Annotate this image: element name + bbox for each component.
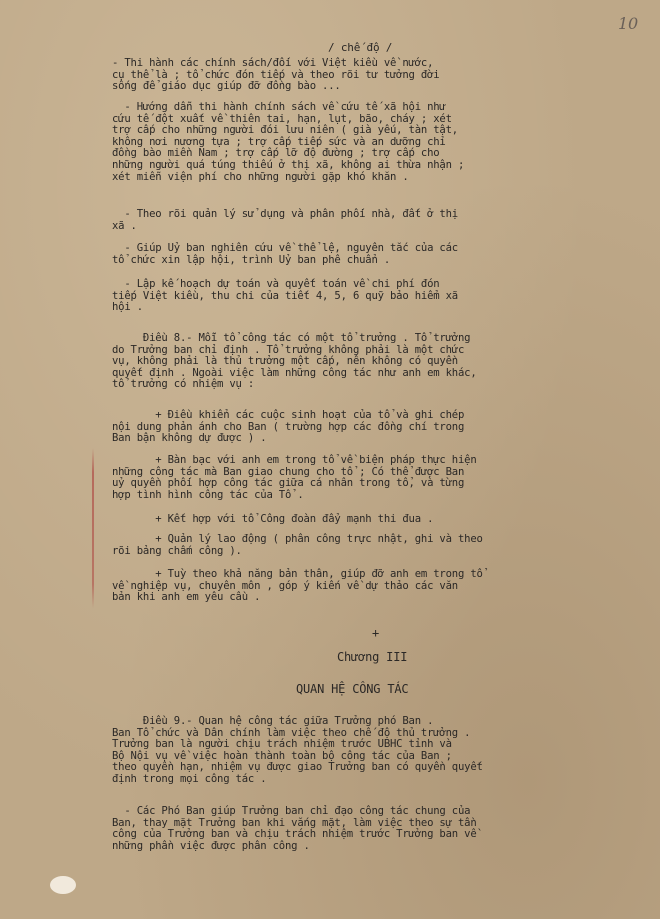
paragraph xyxy=(112,806,612,852)
chapter-title: Chương III xyxy=(337,650,408,664)
text-line: công của Trưởng ban và chịu trách nhiệm trước Trưởng ban về xyxy=(112,828,477,841)
text-line: định trong mọi công tác . xyxy=(112,772,267,785)
paragraph xyxy=(112,279,612,314)
text-line: trợ cấp cho những người đói lưu niên ( già yếu, tàn tật, xyxy=(112,124,458,137)
text-line: những người quá túng thiếu ở thị xã, không ai thừa nhận ; xyxy=(112,158,465,171)
text-line: - Theo rõi quản lý sử dụng và phân phối nhà, đất ở thị xyxy=(112,208,458,220)
text-line: Trưởng ban là người chịu trách nhiệm trước UBHC tỉnh và xyxy=(112,738,452,751)
paragraph xyxy=(112,534,612,557)
text-line: tổ trưởng có nhiệm vụ : xyxy=(112,378,255,391)
paragraph xyxy=(112,102,612,183)
text-line: xét miễn viện phí cho những người gặp khó khăn . xyxy=(112,170,409,183)
red-margin-mark xyxy=(92,448,94,608)
text-line: hội . xyxy=(112,301,143,314)
text-line: về nghiệp vụ, chuyên môn , góp ý kiến về dự thảo các văn xyxy=(112,579,458,592)
section-heading: / chế độ / xyxy=(328,41,393,54)
text-line: bản khi anh em yêu cầu . xyxy=(112,591,261,604)
text-line: - Các Phó Ban giúp Trưởng ban chỉ đạo công tác chung của xyxy=(112,805,471,817)
text-line: + Bàn bạc với anh em trong tổ về biện pháp thực hiện xyxy=(112,454,477,466)
chapter-subtitle: QUAN HỆ CÔNG TÁC xyxy=(296,682,409,696)
text-line: - Giúp Uỷ ban nghiên cứu về thể lệ, nguyên tắc của các xyxy=(112,242,458,254)
text-line: Ban Tổ chức và Dân chính làm việc theo chế độ thủ trưởng . xyxy=(112,726,471,739)
text-line: quyết định . Ngoài việc làm những công tác như anh em khác, xyxy=(112,366,477,379)
text-line: sống để giáo dục giúp đỡ đồng bào ... xyxy=(112,80,341,93)
text-line: + Điều khiển các cuộc sinh hoạt của tổ và ghi chép xyxy=(112,409,465,421)
text-line: Ban bận không dự được ) . xyxy=(112,432,267,445)
text-line: - Lập kế hoạch dự toán và quyết toán về chi phí đón xyxy=(112,278,440,290)
text-line: xã . xyxy=(112,219,137,232)
page-number: 10 xyxy=(618,14,638,33)
text-line: rõi bảng chấm công ). xyxy=(112,544,242,557)
text-line: + Quản lý lao động ( phân công trực nhật, ghi và theo xyxy=(112,533,483,545)
text-line: đồng bào miền Nam ; trợ cấp lỡ độ đường ; trợ cấp cho xyxy=(112,147,440,160)
paragraph xyxy=(112,716,612,786)
paragraph xyxy=(112,455,612,501)
text-line: hợp tình hình công tác của Tổ . xyxy=(112,488,304,501)
text-line: vụ, không phải là thủ trưởng một cấp, nên không có quyền xyxy=(112,355,458,368)
paragraph xyxy=(112,209,612,232)
text-line: + Tuỳ theo khả năng bản thân, giúp đỡ anh em trong tổ xyxy=(112,568,483,580)
paragraph xyxy=(112,243,612,266)
paragraph xyxy=(112,333,612,391)
text-line: cụ thể là ; tổ chức đón tiếp và theo rõi tư tưởng đời xyxy=(112,68,440,81)
text-line: không nơi nương tựa ; trợ cấp tiếp sức và an dưỡng chỉ xyxy=(112,135,446,148)
text-line: Điều 8.- Mỗi tổ công tác có một tổ trưởng . Tổ trưởng xyxy=(112,332,471,344)
text-line: những công tác mà Ban giao chung cho tổ ; Có thể được Ban xyxy=(112,465,465,478)
text-line: do Trưởng ban chỉ định . Tổ trưởng không phải là một chức xyxy=(112,343,465,356)
text-line: - Hướng dẫn thi hành chính sách về cứu tế xã hội như xyxy=(112,101,446,113)
text-line: theo quyền hạn, nhiệm vụ được giao Trưởng ban có quyền quyết xyxy=(112,761,483,774)
text-line: + Kết hợp với tổ Công đoàn đẩy mạnh thi đua . xyxy=(112,513,434,525)
text-line: Điều 9.- Quan hệ công tác giữa Trưởng phó Ban . xyxy=(112,715,434,727)
paper-stain xyxy=(50,876,76,894)
text-line: Bộ Nội vụ về việc hoàn thành toàn bộ công tác của Ban ; xyxy=(112,749,452,762)
paragraph xyxy=(112,58,612,93)
text-line: nội dung phản ánh cho Ban ( trường hợp các đồng chí trong xyxy=(112,420,465,433)
paragraph xyxy=(112,514,612,526)
text-line: cứu tế đột xuất về thiên tai, hạn, lụt, bão, cháy ; xét xyxy=(112,112,452,125)
paragraph xyxy=(112,410,612,445)
text-line: tổ chức xin lập hội, trình Uỷ ban phê chuẩn . xyxy=(112,253,391,266)
text-line: Ban, thay mặt Trưởng ban khi vắng mặt, làm việc theo sự tần xyxy=(112,816,477,829)
paragraph xyxy=(112,569,612,604)
text-line: những phần việc được phân công . xyxy=(112,839,310,852)
text-line: tiếp Việt kiều, thu chi của tiết 4, 5, 6 quỹ bảo hiểm xã xyxy=(112,289,458,302)
separator-mark: + xyxy=(372,626,380,640)
text-line: uỷ quyền phối hợp công tác giữa cá nhân trong tổ, và từng xyxy=(112,477,465,490)
text-line: - Thi hành các chính sách/đối với Việt kiều về nước, xyxy=(112,57,434,69)
